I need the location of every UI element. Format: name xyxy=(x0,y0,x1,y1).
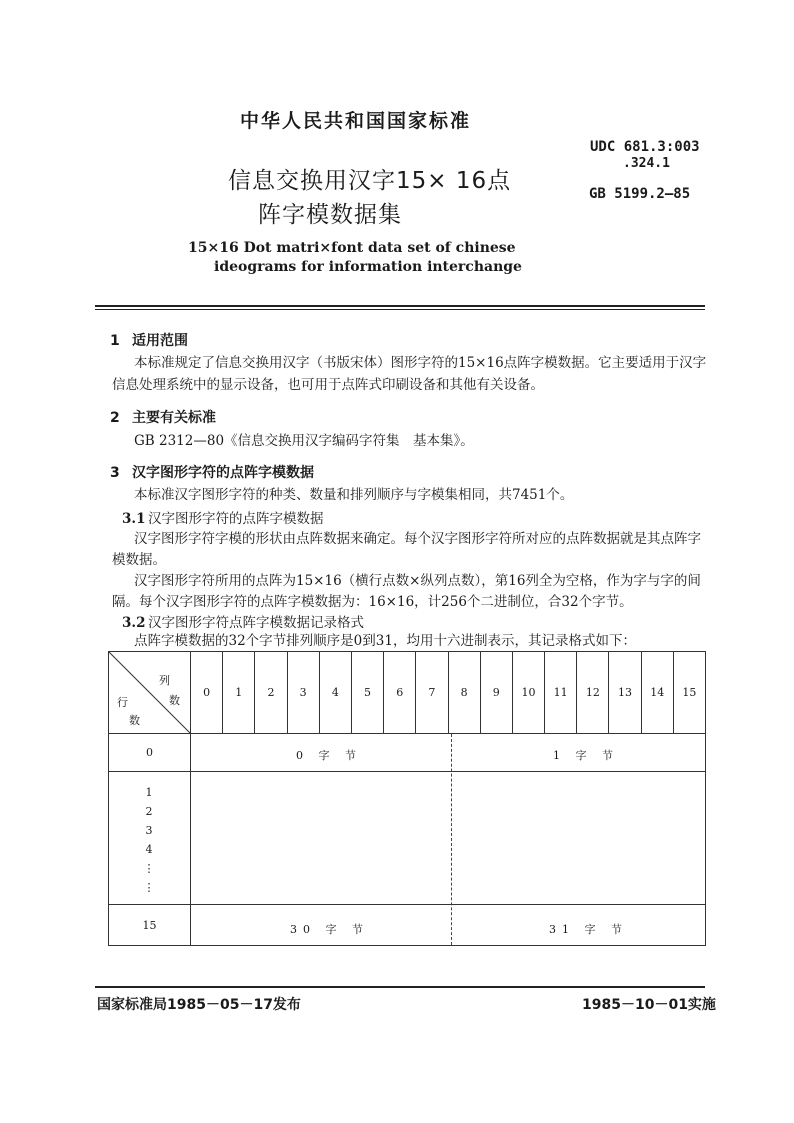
issue-date: 国家标准局1985－05－17发布 xyxy=(97,997,301,1013)
subsection-title: 汉字图形字符点阵字模数据记录格式 xyxy=(148,615,364,631)
row-label: 行 xyxy=(117,696,128,709)
row-number: 2 xyxy=(145,805,153,818)
column-header: 10 xyxy=(512,652,544,734)
section-number: 3 xyxy=(110,465,120,481)
section-1-heading xyxy=(110,330,188,350)
english-title-line-2: ideograms for information interchange xyxy=(214,259,522,275)
subsection-3-1-heading xyxy=(122,507,324,527)
subsection-3-2-para-line: 点阵字模数据的32个字节排列顺序是0到31，均用十六进制表示，其记录格式如下： xyxy=(134,633,636,649)
gb-standard-code: GB 5199.2—85 xyxy=(589,186,691,202)
subsection-3-1-para-line: 汉字图形字符字模的形状由点阵数据来确定。每个汉字图形字符所对应的点阵数据就是其点阵字 xyxy=(134,531,701,547)
subsection-3-1-para-line: 模数据。 xyxy=(112,552,166,568)
column-header: 7 xyxy=(416,652,448,734)
column-header: 1 xyxy=(223,652,255,734)
column-label: 列 xyxy=(159,674,170,687)
row-15-bytes-cell xyxy=(191,905,706,946)
byte-0-label: 0 字 节 xyxy=(296,749,362,762)
section-2-para-line: GB 2312—80《信息交换用汉字编码字符集 基本集》。 xyxy=(134,433,474,449)
subsection-title: 汉字图形字符的点阵字模数据 xyxy=(148,511,324,527)
header-rule-thin xyxy=(95,309,705,310)
column-header: 4 xyxy=(319,652,351,734)
udc-code-continued: .324.1 xyxy=(623,156,670,171)
section-number: 1 xyxy=(110,333,120,349)
section-number: 2 xyxy=(110,410,120,426)
column-header: 5 xyxy=(351,652,383,734)
column-header: 14 xyxy=(641,652,673,734)
section-2-heading xyxy=(110,407,216,427)
issuing-country-standard: 中华人民共和国国家标准 xyxy=(240,110,472,132)
column-header: 2 xyxy=(255,652,287,734)
row-header: 15 xyxy=(109,905,191,946)
title-line-1: 信息交换用汉字15× 16点 xyxy=(228,168,512,194)
subsection-3-1-para-line: 隔。每个汉字图形字符的点阵字模数据为：16×16，计256个二进制位，合32个字节。 xyxy=(112,594,633,610)
byte-31-label: 31 字 节 xyxy=(549,923,628,936)
header-rule xyxy=(95,305,705,307)
byte-1-label: 1 字 节 xyxy=(553,749,619,762)
section-1-para-line: 本标准规定了信息交换用汉字（书版宋体）图形字符的15×16点阵字模数据。它主要适用于汉字 xyxy=(134,355,707,371)
title-line-2: 阵字模数据集 xyxy=(258,202,402,228)
column-header: 3 xyxy=(287,652,319,734)
column-header: 15 xyxy=(673,652,705,734)
table-corner-cell xyxy=(109,652,191,734)
subsection-number: 3.2 xyxy=(122,615,146,631)
row-number: 1 xyxy=(145,786,153,799)
row-ellipsis: ⋮ xyxy=(143,881,155,894)
row-number: 3 xyxy=(145,824,153,837)
row-number: 4 xyxy=(145,843,153,856)
section-title: 汉字图形字符的点阵字模数据 xyxy=(132,465,314,481)
section-3-para-line: 本标准汉字图形字符的种类、数量和排列顺序与字模集相同，共7451个。 xyxy=(134,487,574,503)
row-header: 0 xyxy=(109,734,191,772)
effective-date: 1985－10－01实施 xyxy=(582,997,716,1013)
footer-rule xyxy=(95,986,705,988)
section-title: 主要有关标准 xyxy=(132,410,216,426)
column-label-2: 数 xyxy=(169,694,180,707)
byte-split-dashed-line xyxy=(451,734,452,945)
english-title-line-1: 15×16 Dot matri×font data set of chinese xyxy=(188,240,516,256)
subsection-3-1-para-line: 汉字图形字符所用的点阵为15×16（横行点数×纵列点数），第16列全为空格，作为字与字的间 xyxy=(134,573,701,589)
row-0-bytes-cell xyxy=(191,734,706,772)
column-header: 9 xyxy=(480,652,512,734)
middle-rows-cell xyxy=(191,772,706,905)
column-header: 13 xyxy=(609,652,641,734)
dot-matrix-record-format-table xyxy=(108,651,706,946)
section-1-para-line: 信息处理系统中的显示设备，也可用于点阵式印刷设备和其他有关设备。 xyxy=(112,377,544,393)
column-header: 12 xyxy=(577,652,609,734)
subsection-3-2-heading xyxy=(122,611,364,631)
column-header: 8 xyxy=(448,652,480,734)
byte-30-label: 30 字 节 xyxy=(290,923,369,936)
section-title: 适用范围 xyxy=(132,333,188,349)
udc-code: UDC 681.3:003 xyxy=(590,139,700,155)
subsection-number: 3.1 xyxy=(122,511,146,527)
column-header: 6 xyxy=(384,652,416,734)
row-label-2: 数 xyxy=(129,714,140,727)
column-header: 0 xyxy=(191,652,223,734)
middle-row-numbers xyxy=(108,786,190,900)
section-3-heading xyxy=(110,462,314,482)
column-header: 11 xyxy=(545,652,577,734)
row-ellipsis: ⋮ xyxy=(143,862,155,875)
